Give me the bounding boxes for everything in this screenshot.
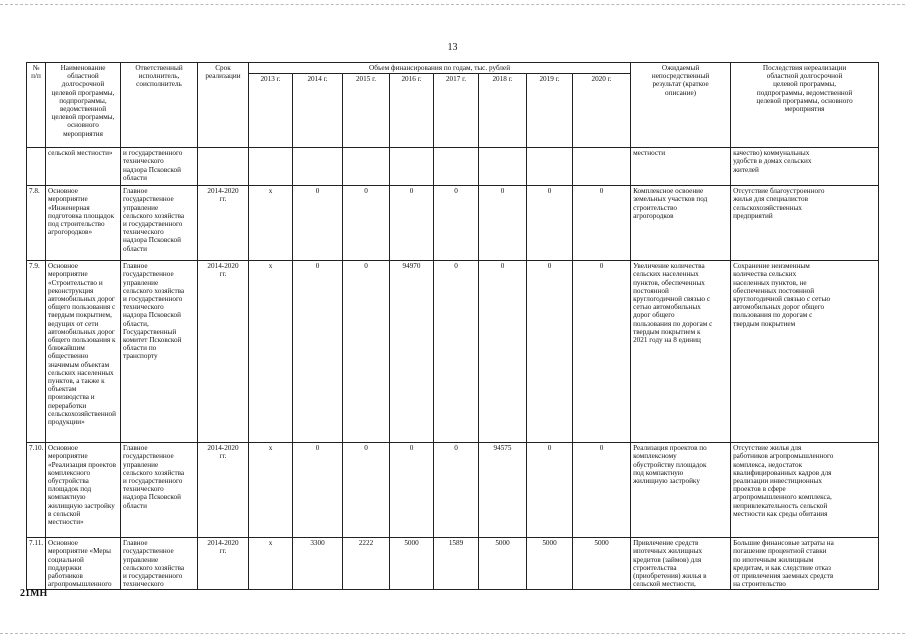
row-responsible: Главное государственное управление сельского хозяйства и государственного технического [121, 538, 198, 590]
row-value: 0 [434, 186, 479, 261]
row-value: 0 [527, 261, 573, 443]
row-value: 5000 [527, 538, 573, 590]
scan-edge-top [0, 4, 905, 5]
row-value: 5000 [573, 538, 631, 590]
row-value: 0 [479, 186, 527, 261]
program-table [26, 62, 879, 590]
row-consequence: Большие финансовые затраты на погашение процентной ставки по ипотечным жилищным кредитам, и как следствие отказ от привлечения заемных средств на строительство [731, 538, 879, 590]
row-value: 0 [479, 261, 527, 443]
row-no: 7.10. [27, 443, 46, 538]
row-consequence: Отсутствие благоустроенного жилья для специалистов сельскохозяйственных предприятий [731, 186, 879, 261]
header-financing: Объем финансирования по годам, тыс. рублей [249, 63, 631, 74]
row-term: 2014-2020 гг. [198, 186, 249, 261]
row-no: 7.11. [27, 538, 46, 590]
header-name: Наименование областной долгосрочной целевой программы, подпрограммы, ведомственной целевой программы, основного мероприятия [46, 63, 121, 148]
table-row [27, 443, 879, 538]
header-responsible: Ответственный исполнитель, соисполнитель [121, 63, 198, 148]
row-value: 0 [390, 443, 434, 538]
row-responsible: Главное государственное управление сельского хозяйства и государственного технического надзора Псковской области [121, 186, 198, 261]
header-year: 2014 г. [293, 74, 343, 148]
scan-edge-bottom [0, 633, 905, 634]
row-value: 1589 [434, 538, 479, 590]
row-value: 0 [527, 186, 573, 261]
row-value: 0 [573, 261, 631, 443]
header-result: Ожидаемый непосредственный результат (краткое описание) [631, 63, 731, 148]
row-consequence: Отсутствие жилья для работников агропромышленного комплекса, недостаток квалифицированных кадров для реализации инвестиционных проектов в сфере агропромышленного комплекса, непривлекательность сельской местности как среды обитания [731, 443, 879, 538]
row-term: 2014-2020 гг. [198, 538, 249, 590]
row-value: х [249, 261, 293, 443]
row-no: 7.9. [27, 261, 46, 443]
row-consequence: Сохранение неизменным количества сельских населенных пунктов, не обеспеченных постоянной круглогодичной связью с сетью автомобильных дорог общего пользования по дорогам с твердым покрытием [731, 261, 879, 443]
row-value: х [249, 186, 293, 261]
table-row-continuation [27, 148, 879, 186]
row-value: 2222 [343, 538, 390, 590]
row-result: Комплексное освоение земельных участков под строительство агрогородков [631, 186, 731, 261]
header-year: 2017 г. [434, 74, 479, 148]
header-year: 2013 г. [249, 74, 293, 148]
table-row [27, 538, 879, 590]
row-value: 5000 [479, 538, 527, 590]
row-name: Основное мероприятие «Меры социальной поддержки работников агропромышленного [46, 538, 121, 590]
row-value: 0 [343, 443, 390, 538]
row-no: 7.8. [27, 186, 46, 261]
row-value: 0 [573, 443, 631, 538]
row-value: 0 [573, 186, 631, 261]
row-value: 0 [434, 443, 479, 538]
table-row [27, 261, 879, 443]
header-year: 2015 г. [343, 74, 390, 148]
header-no: № п/п [27, 63, 46, 148]
row-value: х [249, 443, 293, 538]
row-result: местности [631, 148, 731, 186]
row-value: 0 [434, 261, 479, 443]
header-term: Срок реализации [198, 63, 249, 148]
row-value: 0 [293, 261, 343, 443]
header-year: 2020 г. [573, 74, 631, 148]
page-number: 13 [447, 42, 458, 53]
row-value: 94575 [479, 443, 527, 538]
row-consequence: качество) коммунальных удобств в домах сельских жителей [731, 148, 879, 186]
row-responsible: и государственного технического надзора Псковской области [121, 148, 198, 186]
row-responsible: Главное государственное управление сельского хозяйства и государственного технического надзора Псковской области, Государственный комитет Псковской области по транспорту [121, 261, 198, 443]
row-value: 94970 [390, 261, 434, 443]
row-result: Привлечение средств ипотечных жилищных кредитов (займов) для строительства (приобретения) жилья в сельской местности, [631, 538, 731, 590]
row-value: 0 [343, 261, 390, 443]
header-consequence: Последствия нереализации областной долгосрочной целевой программы, подпрограммы, ведомственной целевой программы, основного мероприятия [731, 63, 879, 148]
row-term: 2014-2020 гг. [198, 261, 249, 443]
row-result: Увеличение количества сельских населенных пунктов, обеспеченных постоянной круглогодичной связью с сетью автомобильных дорог общего пользования по дорогам с твердым покрытием к 2021 году на 8 единиц [631, 261, 731, 443]
table-row [27, 186, 879, 261]
row-value: 0 [343, 186, 390, 261]
header-year: 2016 г. [390, 74, 434, 148]
row-name: Основное мероприятие «Строительство и реконструкция автомобильных дорог общего пользования с твердым покрытием, ведущих от сети автомобильных дорог общего пользования к ближайшим общественно значимым объектам сельских населенных пунктов, а также к объектам производства и переработки сельскохозяйственной продукции» [46, 261, 121, 443]
row-value: х [249, 538, 293, 590]
header-year: 2019 г. [527, 74, 573, 148]
row-name: Основное мероприятие «Инженерная подготовка площадок под строительство агрогородков» [46, 186, 121, 261]
row-value: 0 [527, 443, 573, 538]
row-value: 3300 [293, 538, 343, 590]
row-name: сельской местности» [46, 148, 121, 186]
row-value: 0 [293, 186, 343, 261]
row-result: Реализация проектов по комплексному обустройству площадок под компактную жилищную застройку [631, 443, 731, 538]
row-value: 5000 [390, 538, 434, 590]
row-name: Основное мероприятие «Реализация проектов комплексного обустройства площадок под компактную жилищную застройку в сельской местности» [46, 443, 121, 538]
footer-code: 21МН [20, 588, 48, 599]
row-value: 0 [293, 443, 343, 538]
header-year: 2018 г. [479, 74, 527, 148]
row-responsible: Главное государственное управление сельского хозяйства и государственного технического надзора Псковской области [121, 443, 198, 538]
row-value: 0 [390, 186, 434, 261]
row-term: 2014-2020 гг. [198, 443, 249, 538]
